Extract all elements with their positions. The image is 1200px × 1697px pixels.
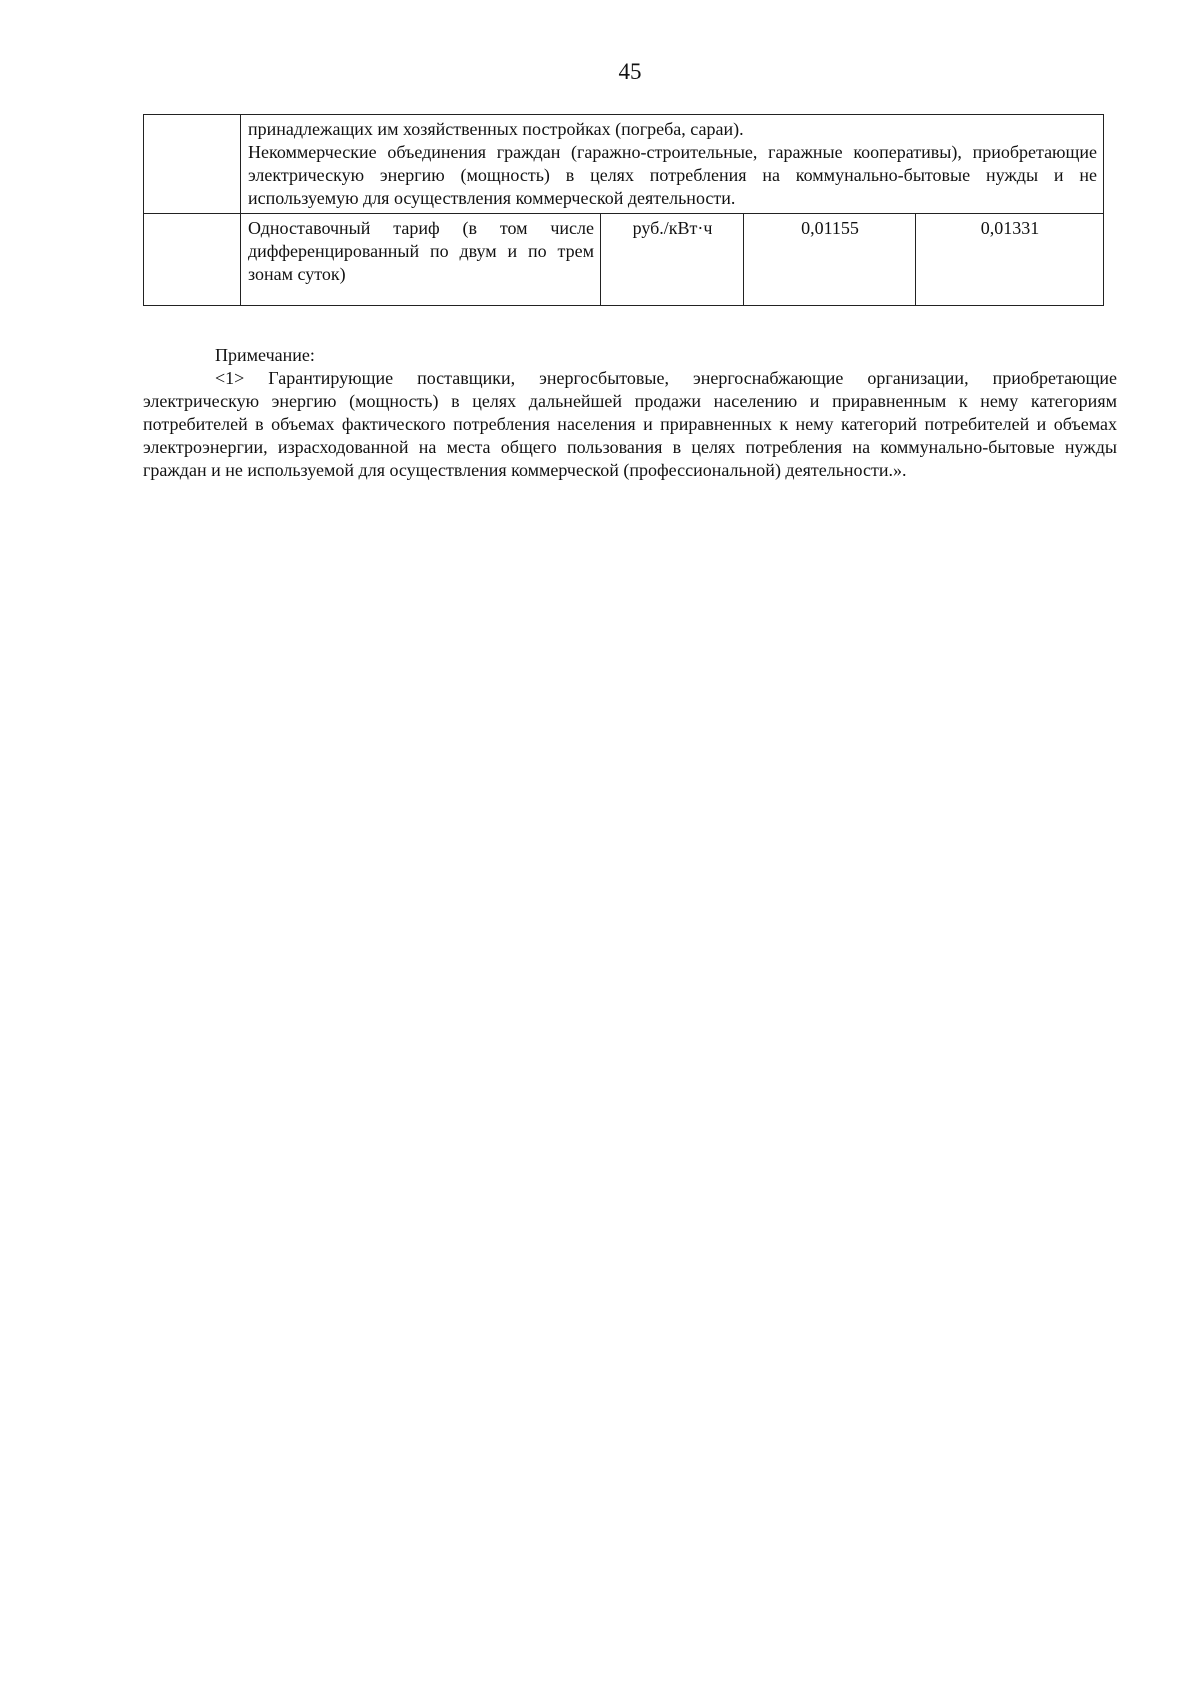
note-text: <1> Гарантирующие поставщики, энергосбытовые, энергоснабжающие организации, приобретающие электрическую энергию (мощность) в целях дальнейшей продажи населению и приравненным к нему категориям потребителей в объемах фактического потребления населения и приравненных к нему категорий потребителей и объемах электроэнергии, израсходованной на места общего пользования в целях потребления на коммунально-бытовые нужды граждан и не используемой для осуществления коммерческой (профессиональной) деятельности.».	[143, 368, 1117, 480]
tariff-value-cell: 0,01331	[916, 214, 1104, 306]
table-row	[144, 115, 1104, 214]
description-line: Некоммерческие объединения граждан (гаражно-строительные, гаражные кооперативы), приобретающие электрическую энергию (мощность) в целях потребления на коммунально-бытовые нужды и не используемую для осуществления коммерческой деятельности.	[248, 142, 1097, 208]
row-number-cell	[144, 115, 241, 214]
note-title: Примечание:	[215, 345, 315, 365]
note-block	[143, 344, 1117, 482]
page-number: 45	[618, 59, 642, 84]
row-number-cell	[144, 214, 241, 306]
unit-cell: руб./кВт·ч	[601, 214, 744, 306]
consumer-group-description	[241, 115, 1104, 214]
table-row	[144, 214, 1104, 306]
tariff-table	[143, 114, 1104, 306]
description-line: принадлежащих им хозяйственных постройках (погреба, сараи).	[248, 119, 744, 139]
tariff-name-cell: Одноставочный тариф (в том числе дифференцированный по двум и по трем зонам суток)	[241, 214, 601, 306]
tariff-value-cell: 0,01155	[744, 214, 916, 306]
